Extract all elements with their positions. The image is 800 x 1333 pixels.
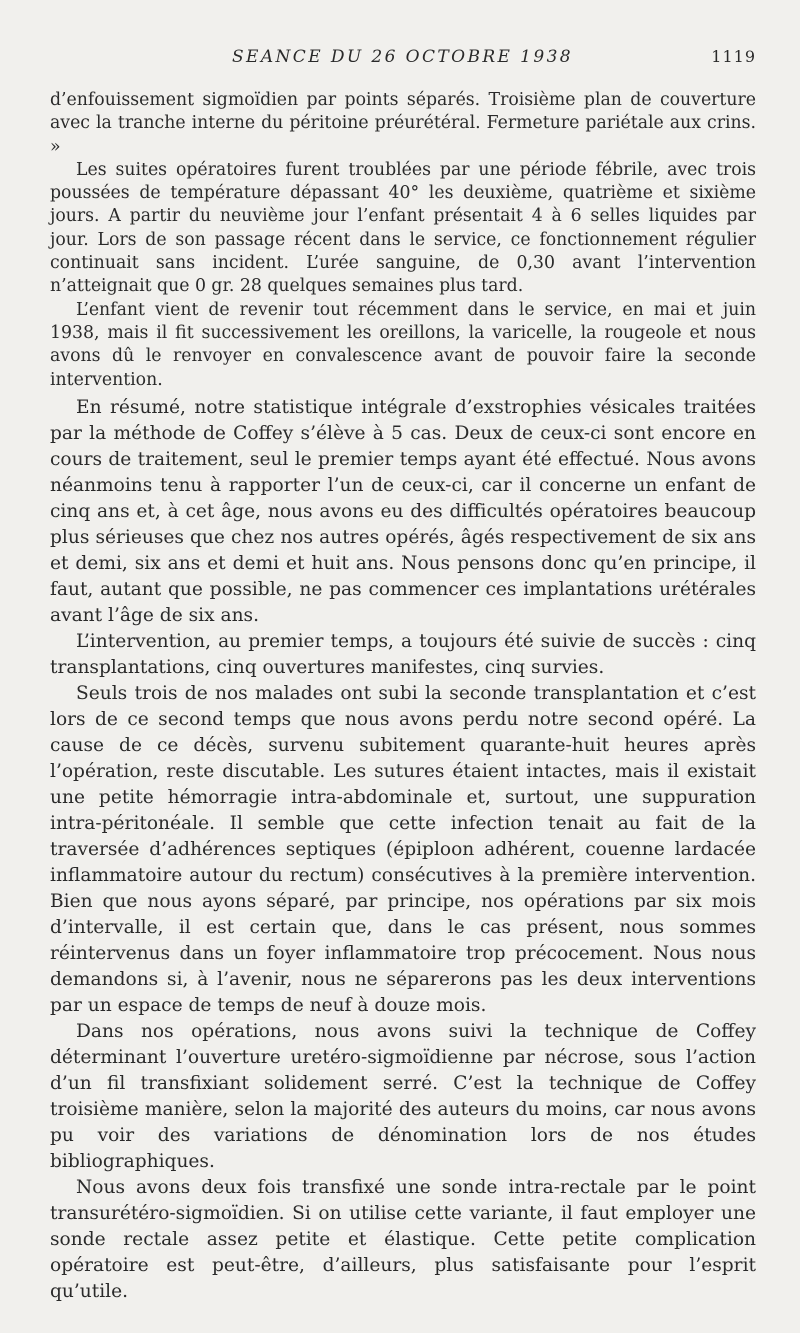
- paragraph: L’enfant vient de revenir tout récemment dans le service, en mai et juin 1938, mais il fit successivement les oreillons, la varicelle, la rougeole et nous avons dû le renvoyer en convalescence avant de pouvoir faire la seconde intervention.: [50, 299, 756, 390]
- running-head: SEANCE DU 26 OCTOBRE 1938: [232, 47, 574, 67]
- paragraph: Seuls trois de nos malades ont subi la seconde transplantation et c’est lors de ce second temps que nous avons perdu notre second opéré. La cause de ce décès, survenu subitement quarante-huit heures après l’opération, reste discutable. Les sutures étaient intactes, mais il existait une petite hémorragie intra-abdominale et, surtout, une suppuration intra-péritonéale. Il semble que cette infection tenait au fait de la traversée d’adhérences septiques (épiploon adhérent, couenne lardacée inflammatoire autour du rectum) consécutives à la première intervention. Bien que nous ayons séparé, par principe, nos opérations par six mois d’intervalle, il est certain que, dans le cas présent, nous sommes réintervenus dans un foyer inflammatoire trop précocement. Nous nous demandons si, à l’avenir, nous ne séparerons pas les deux interventions par un espace de temps de neuf à douze mois.: [50, 683, 756, 1016]
- summary-section: [50, 395, 756, 1305]
- page-header: [0, 47, 800, 73]
- page-number: 1119: [711, 47, 756, 66]
- paragraph: Nous avons deux fois transfixé une sonde intra-rectale par le point transurétéro-sigmoïdien. Si on utilise cette variante, il faut employer une sonde rectale assez petite et élastique. Cette petite complication opératoire est peut-être, d’ailleurs, plus satisfaisante pour l’esprit qu’utile.: [50, 1177, 756, 1302]
- paragraph: L’intervention, au premier temps, a toujours été suivie de succès : cinq transplantations, cinq ouvertures manifestes, cinq survies.: [50, 631, 756, 678]
- paragraph: Dans nos opérations, nous avons suivi la technique de Coffey déterminant l’ouverture uretéro-sigmoïdienne par nécrose, sous l’action d’un fil transfixiant solidement serré. C’est la technique de Coffey troisième manière, selon la majorité des auteurs du moins, car nous avons pu voir des variations de dénomination lors de nos études bibliographiques.: [50, 1021, 756, 1172]
- case-report-section: [50, 89, 756, 392]
- paragraph-continued: d’enfouissement sigmoïdien par points séparés. Troisième plan de couverture avec la tranche interne du péritoine préurétéral. Fermeture pariétale aux crins. »: [50, 90, 756, 157]
- paragraph: Les suites opératoires furent troublées par une période fébrile, avec trois poussées de température dépassant 40° les deuxième, quatrième et sixième jours. A partir du neuvième jour l’enfant présentait 4 à 6 selles liquides par jour. Lors de son passage récent dans le service, ce fonctionnement régulier continuait sans incident. L’urée sanguine, de 0,30 avant l’intervention n’atteignait que 0 gr. 28 quelques semaines plus tard.: [50, 159, 756, 297]
- paragraph: En résumé, notre statistique intégrale d’exstrophies vésicales traitées par la méthode de Coffey s’élève à 5 cas. Deux de ceux-ci sont encore en cours de traitement, seul le premier temps ayant été effectué. Nous avons néanmoins tenu à rapporter l’un de ceux-ci, car il concerne un enfant de cinq ans et, à cet âge, nous avons eu des difficultés opératoires beaucoup plus sérieuses que chez nos autres opérés, âgés respectivement de six ans et demi, six ans et demi et huit ans. Nous pensons donc qu’en principe, il faut, autant que possible, ne pas commencer ces implantations urétérales avant l’âge de six ans.: [50, 397, 756, 626]
